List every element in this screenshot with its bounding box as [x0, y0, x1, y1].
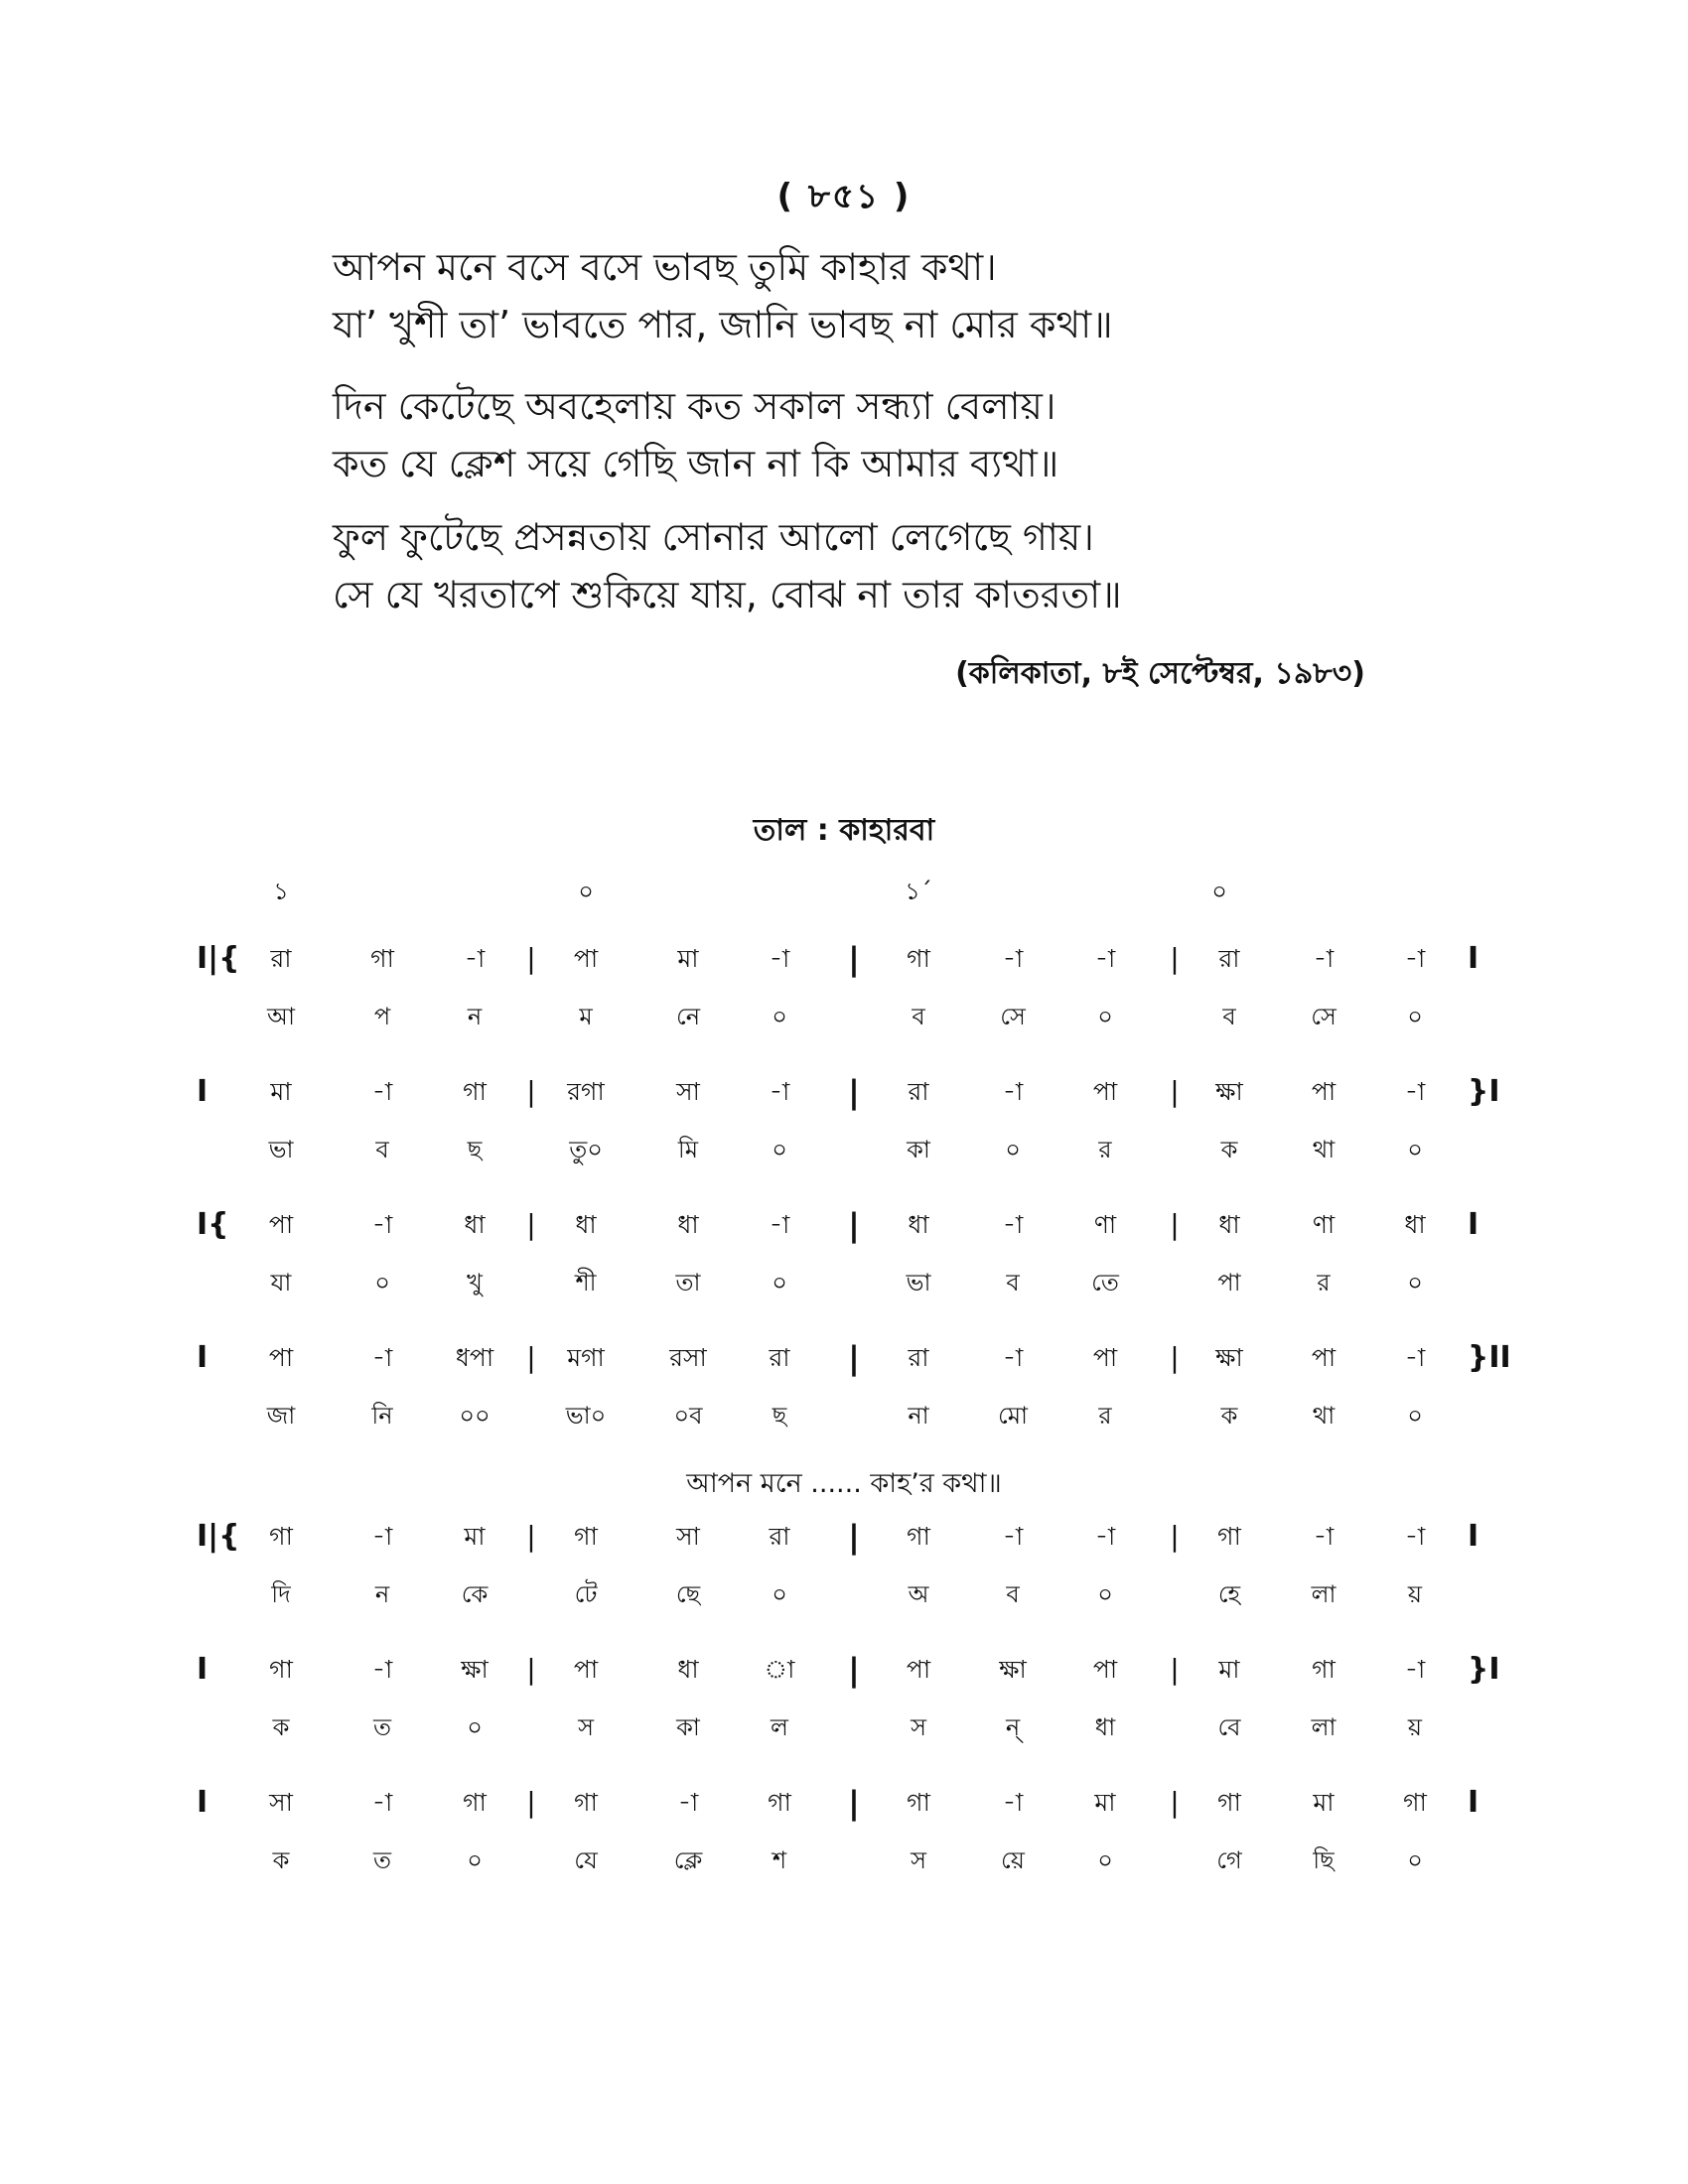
row-end-mark: }I [1468, 1074, 1500, 1109]
row-start-mark: I [197, 1785, 209, 1820]
lyric-syllable: ০ [1407, 1402, 1423, 1430]
lyric-syllable: ০ [1407, 1136, 1423, 1163]
note-cell: -া [1094, 1522, 1116, 1551]
beat-divider: | [1170, 942, 1180, 975]
lyric-syllable: ক [1220, 1402, 1238, 1430]
lyric-row [0, 1841, 1688, 1880]
beat-divider-major: | [848, 1518, 860, 1556]
lyric-syllable: ল [771, 1713, 788, 1741]
beat-mark: ১´ [905, 878, 932, 905]
row-start-mark: I [197, 1340, 209, 1375]
note-cell: গা [463, 1077, 487, 1106]
beat-mark: ০ [1211, 878, 1227, 905]
lyric-syllable: ০ [1407, 1846, 1423, 1874]
lyric-syllable: লা [1311, 1580, 1336, 1608]
row-end-mark: }II [1468, 1340, 1511, 1375]
lyric-syllable: থা [1312, 1402, 1336, 1430]
note-cell: রা [908, 1343, 929, 1372]
beat-mark: ১ [273, 878, 289, 905]
note-cell: গা [269, 1655, 293, 1684]
note-cell: -া [1094, 944, 1116, 973]
beat-divider: | [526, 1075, 536, 1108]
note-cell: -া [371, 1788, 393, 1817]
note-cell: -া [1002, 1210, 1024, 1239]
note-cell: রা [769, 1522, 790, 1551]
verse-line: কত যে ক্লেশ সয়ে গেছি জান না কি আমার ব্যথা॥ [333, 442, 1059, 485]
notation-row [0, 1072, 1688, 1112]
note-cell: -া [1002, 944, 1024, 973]
notation-row [0, 1650, 1688, 1690]
lyric-syllable: র [1098, 1136, 1112, 1163]
note-cell: মগা [567, 1343, 605, 1372]
beat-divider: | [1170, 1075, 1180, 1108]
beat-divider-major: | [848, 1073, 860, 1111]
note-cell: -া [371, 1210, 393, 1239]
lyric-syllable: শ [772, 1846, 787, 1874]
beat-divider-major: | [848, 1784, 860, 1822]
lyric-syllable: য় [1407, 1580, 1423, 1608]
note-cell: রগা [567, 1077, 605, 1106]
lyric-syllable: হে [1217, 1580, 1241, 1608]
lyric-syllable: ত [372, 1846, 392, 1874]
lyric-syllable: ক্লে [673, 1846, 703, 1874]
lyric-syllable: ক [1220, 1136, 1238, 1163]
lyric-syllable: ০ [1005, 1136, 1021, 1163]
notation-row [0, 1205, 1688, 1245]
lyric-syllable: দি [271, 1580, 291, 1608]
lyric-syllable: য় [1407, 1713, 1423, 1741]
note-cell: মা [677, 944, 699, 973]
lyric-syllable: সে [1311, 1003, 1336, 1030]
lyric-syllable: ত [372, 1713, 392, 1741]
note-cell: মা [464, 1522, 486, 1551]
note-cell: ধা [677, 1655, 699, 1684]
lyric-row [0, 997, 1688, 1036]
beat-divider: | [1170, 1786, 1180, 1819]
note-cell: ক্ষা [1215, 1343, 1243, 1372]
lyric-syllable: ম [579, 1003, 593, 1030]
lyric-syllable: ক [272, 1713, 290, 1741]
note-cell: গা [269, 1522, 293, 1551]
lyric-syllable: মি [677, 1136, 699, 1163]
lyric-syllable: র [1098, 1402, 1112, 1430]
note-cell: ধা [464, 1210, 486, 1239]
lyric-syllable: থা [1312, 1136, 1336, 1163]
note-cell: পা [1092, 1077, 1118, 1106]
lyric-syllable: প [373, 1003, 391, 1030]
lyric-syllable: য়ে [1001, 1846, 1025, 1874]
note-cell: গা [370, 944, 394, 973]
lyric-syllable: ব [1222, 1003, 1236, 1030]
lyric-syllable: যা [270, 1269, 292, 1297]
note-cell: সা [269, 1788, 293, 1817]
row-end-mark: I [1468, 1785, 1479, 1820]
lyric-syllable: জা [266, 1402, 296, 1430]
lyric-syllable: ব [912, 1003, 925, 1030]
lyric-syllable: ব [375, 1136, 389, 1163]
note-cell: পা [1092, 1343, 1118, 1372]
lyric-syllable: ০ [1097, 1846, 1113, 1874]
lyric-syllable: ন [467, 1003, 483, 1030]
note-cell: -া [1002, 1788, 1024, 1817]
lyric-syllable: ভা [906, 1269, 931, 1297]
lyric-syllable: ০ব [673, 1402, 703, 1430]
beat-divider: | [1170, 1208, 1180, 1241]
note-cell: মা [270, 1077, 292, 1106]
lyric-syllable: খু [467, 1269, 483, 1297]
lyric-syllable: তু০ [569, 1136, 603, 1163]
lyric-syllable: ০ [772, 1003, 787, 1030]
note-cell: ক্ষা [461, 1655, 489, 1684]
verse-line: দিন কেটেছে অবহেলায় কত সকাল সন্ধ্যা বেলায়। [333, 384, 1056, 428]
note-cell: ক্ষা [999, 1655, 1027, 1684]
note-cell: -া [464, 944, 486, 973]
beat-divider: | [1170, 1653, 1180, 1686]
note-cell: ধা [1404, 1210, 1426, 1239]
lyric-syllable: ছি [1313, 1846, 1335, 1874]
note-cell: -া [371, 1077, 393, 1106]
lyric-syllable: তা [675, 1269, 701, 1297]
note-cell: রসা [669, 1343, 707, 1372]
lyric-syllable: ০ [1097, 1003, 1113, 1030]
note-cell: ধপা [455, 1343, 494, 1372]
note-cell: মা [1313, 1788, 1335, 1817]
note-cell: রা [270, 944, 292, 973]
refrain-note: আপন মনে ...... কাহ’র কথা॥ [686, 1468, 1002, 1499]
note-cell: পা [1311, 1343, 1336, 1372]
note-cell: গা [1403, 1788, 1427, 1817]
note-cell: -া [1404, 944, 1426, 973]
lyric-syllable: নে [675, 1003, 701, 1030]
note-cell: গা [907, 1788, 930, 1817]
beat-divider-major: | [848, 1339, 860, 1377]
note-cell: গা [574, 1788, 598, 1817]
note-cell: সা [676, 1077, 700, 1106]
note-cell: -া [371, 1655, 393, 1684]
row-end-mark: I [1468, 1207, 1479, 1242]
lyric-row [0, 1707, 1688, 1747]
row-start-mark: I|{ [197, 1519, 240, 1554]
lyric-syllable: সে [1000, 1003, 1026, 1030]
note-cell: -া [1313, 944, 1335, 973]
notation-row [0, 1783, 1688, 1823]
row-end-mark: I [1468, 1519, 1479, 1554]
beat-divider: | [526, 1208, 536, 1241]
lyric-row [0, 1130, 1688, 1169]
note-cell: -া [769, 944, 790, 973]
note-cell: পা [268, 1210, 294, 1239]
lyric-syllable: ব [1006, 1580, 1020, 1608]
note-cell: রা [769, 1343, 790, 1372]
lyric-syllable: ০ [374, 1269, 390, 1297]
lyric-syllable: স [578, 1713, 594, 1741]
lyric-syllable: ন্ [1005, 1713, 1021, 1741]
note-cell: রা [908, 1077, 929, 1106]
beat-divider-major: | [848, 940, 860, 978]
lyric-syllable: বে [1217, 1713, 1241, 1741]
lyric-syllable: ০ [772, 1580, 787, 1608]
taal-heading: তাল : কাহারবা [753, 813, 935, 848]
note-cell: -া [769, 1210, 790, 1239]
note-cell: গা [907, 1522, 930, 1551]
note-cell: ণা [1093, 1210, 1117, 1239]
beat-divider-major: | [848, 1206, 860, 1244]
note-cell: গা [463, 1788, 487, 1817]
lyric-syllable: ধা [1094, 1713, 1116, 1741]
notation-row [0, 939, 1688, 979]
beat-mark: ০ [578, 878, 594, 905]
lyric-syllable: ০ [467, 1846, 483, 1874]
note-cell: ণা [1312, 1210, 1336, 1239]
lyric-syllable: ০ [772, 1269, 787, 1297]
note-cell: ধা [908, 1210, 929, 1239]
lyric-syllable: ছ [772, 1402, 787, 1430]
beat-divider: | [526, 942, 536, 975]
beat-divider: | [1170, 1341, 1180, 1374]
dateline: (কলিকাতা, ৮ই সেপ্টেম্বর, ১৯৮৩) [955, 656, 1365, 691]
note-cell: -া [1002, 1077, 1024, 1106]
note-cell: ধা [677, 1210, 699, 1239]
note-cell: -া [677, 1788, 699, 1817]
lyric-syllable: তে [1091, 1269, 1119, 1297]
beat-divider: | [526, 1653, 536, 1686]
lyric-syllable: ব [1006, 1269, 1020, 1297]
note-cell: -া [1404, 1522, 1426, 1551]
beat-divider: | [526, 1341, 536, 1374]
lyric-syllable: ন [374, 1580, 390, 1608]
lyric-syllable: কা [907, 1136, 930, 1163]
note-cell: -া [371, 1522, 393, 1551]
note-cell: সা [676, 1522, 700, 1551]
lyric-row [0, 1263, 1688, 1302]
note-cell: া [764, 1655, 795, 1684]
note-cell: -া [1404, 1343, 1426, 1372]
note-cell: গা [1312, 1655, 1336, 1684]
lyric-syllable: না [908, 1402, 929, 1430]
lyric-syllable: ০ [772, 1136, 787, 1163]
lyric-syllable: শী [575, 1269, 597, 1297]
verse-line: যা’ খুশী তা’ ভাবতে পার, জানি ভাবছ না মোর কথা॥ [333, 303, 1113, 346]
lyric-syllable: লা [1311, 1713, 1336, 1741]
note-cell: -া [1002, 1522, 1024, 1551]
note-cell: গা [768, 1788, 791, 1817]
notation-row [0, 1517, 1688, 1557]
note-cell: -া [371, 1343, 393, 1372]
lyric-syllable: ভা০ [565, 1402, 607, 1430]
note-cell: -া [769, 1077, 790, 1106]
beat-divider: | [526, 1520, 536, 1553]
verse-line: সে যে খরতাপে শুকিয়ে যায়, বোঝ না তার কাতরতা॥ [333, 573, 1122, 616]
note-cell: মা [1218, 1655, 1240, 1684]
note-cell: মা [1094, 1788, 1116, 1817]
lyric-syllable: গে [1216, 1846, 1242, 1874]
beat-divider: | [526, 1786, 536, 1819]
lyric-syllable: টে [574, 1580, 598, 1608]
row-end-mark: }I [1468, 1652, 1500, 1687]
verse-line: ফুল ফুটেছে প্রসন্নতায় সোনার আলো লেগেছে গায়। [333, 515, 1094, 559]
lyric-syllable: স [911, 1846, 926, 1874]
note-cell: ক্ষা [1215, 1077, 1243, 1106]
lyric-syllable: পা [1217, 1269, 1241, 1297]
note-cell: -া [1002, 1343, 1024, 1372]
lyric-row [0, 1396, 1688, 1435]
notation-row [0, 1338, 1688, 1378]
note-cell: -া [1404, 1077, 1426, 1106]
row-start-mark: I|{ [197, 941, 240, 976]
note-cell: গা [1217, 1522, 1241, 1551]
note-cell: ধা [575, 1210, 597, 1239]
lyric-syllable: কে [461, 1580, 489, 1608]
lyric-syllable: কা [676, 1713, 700, 1741]
lyric-syllable: ছ [467, 1136, 483, 1163]
note-cell: গা [1217, 1788, 1241, 1817]
page-number: ( ৮৫১ ) [776, 177, 912, 216]
row-start-mark: I [197, 1074, 209, 1109]
lyric-syllable: নি [371, 1402, 393, 1430]
lyric-syllable: অ [908, 1580, 929, 1608]
row-end-mark: I [1468, 941, 1479, 976]
note-cell: পা [1092, 1655, 1118, 1684]
beat-divider-major: | [848, 1651, 860, 1689]
note-cell: -া [1404, 1655, 1426, 1684]
lyric-syllable: ০ [1097, 1580, 1113, 1608]
lyric-syllable: ০ [1407, 1003, 1423, 1030]
lyric-row [0, 1574, 1688, 1614]
lyric-syllable: ০ [1407, 1269, 1423, 1297]
verse-line: আপন মনে বসে বসে ভাবছ তুমি কাহার কথা। [333, 245, 997, 289]
note-cell: পা [573, 944, 599, 973]
note-cell: রা [1218, 944, 1240, 973]
note-cell: গা [907, 944, 930, 973]
note-cell: -া [1313, 1522, 1335, 1551]
lyric-syllable: স [911, 1713, 926, 1741]
lyric-syllable: আ [267, 1003, 295, 1030]
row-start-mark: I{ [197, 1207, 229, 1242]
lyric-syllable: ভা [268, 1136, 294, 1163]
lyric-syllable: র [1317, 1269, 1331, 1297]
lyric-syllable: ০ [467, 1713, 483, 1741]
note-cell: পা [1311, 1077, 1336, 1106]
lyric-syllable: যে [574, 1846, 598, 1874]
note-cell: পা [906, 1655, 931, 1684]
lyric-syllable: ক [272, 1846, 290, 1874]
note-cell: ধা [1218, 1210, 1240, 1239]
lyric-syllable: ছে [675, 1580, 701, 1608]
note-cell: পা [573, 1655, 599, 1684]
beat-divider: | [1170, 1520, 1180, 1553]
row-start-mark: I [197, 1652, 209, 1687]
lyric-syllable: ০০ [459, 1402, 491, 1430]
lyric-syllable: মো [997, 1402, 1029, 1430]
note-cell: পা [268, 1343, 294, 1372]
note-cell: গা [574, 1522, 598, 1551]
